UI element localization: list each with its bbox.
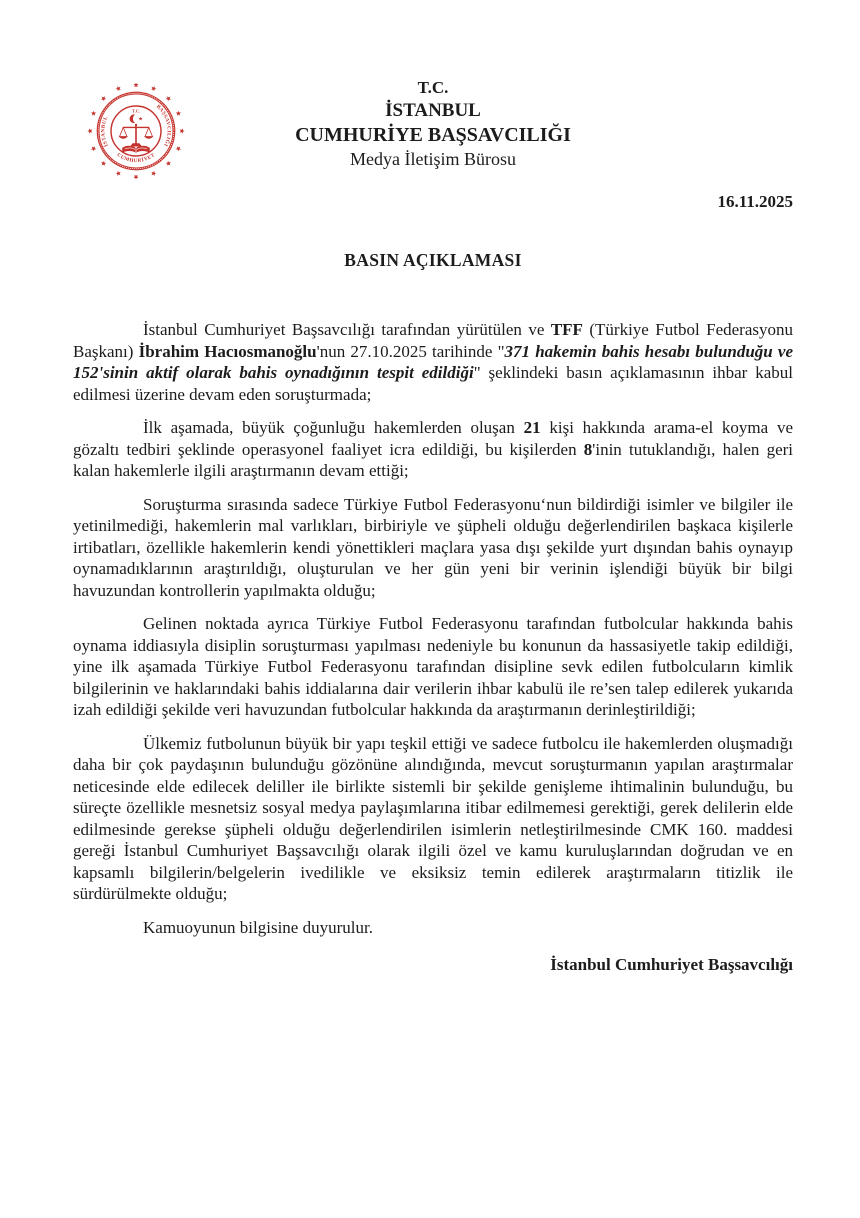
signature: İstanbul Cumhuriyet Başsavcılığı — [550, 955, 793, 974]
svg-text:İSTANBUL — [100, 115, 109, 148]
prosecutor-office-seal-icon — [85, 80, 187, 182]
paragraph-footballers: Gelinen noktada ayrıca Türkiye Futbol Federasyonu tarafından futbolcular hakkında bahis oynama iddiasıyla disiplin soruşturması yapılması nedeniyle bu konunun da hassasiyetle takip edildiği, yine ilk aşamada Türkiye Futbol Federasyonu tarafından disipline sevk edilen futbolcuların kimlik bilgilerinin ve haklarındaki bahis iddialarına dair verilerin ihbar kabulü ile re’sen talep edilerek yukarıda izah edildiği şekilde veri havuzundan futbolcular hakkında da araştırmanın derinleştirildiği; — [73, 614, 793, 719]
document-title: BASIN AÇIKLAMASI — [344, 250, 522, 270]
seal-ring-text-bottom: CUMHURİYET — [115, 152, 157, 165]
paragraph-first-phase: İlk aşamada, büyük çoğunluğu hakemlerden oluşan 21 kişi hakkında arama-el koyma ve gözaltı tedbiri şeklinde operasyonel faaliyet icra edildiği, bu kişilerden 8'inin tutuklandığı, halen geri kalan hakemlerle ilgili araştırmanın devam ettiği; — [73, 418, 794, 480]
paragraph-expansion: Ülkemiz futbolunun büyük bir yapı teşkil ettiği ve sadece futbolcu ile hakemlerden oluşmadığı daha bir çok paydaşının bulunduğu gözönüne alındığında, mevcut soruşturmanın yapılan araştırmalar neticesinde elde edilecek deliller ile birlikte sistemli bir şekilde genişleme ihtimalinin bulunduğu, bu süreçte özellikle mesnetsiz sosyal medya paylaşımlarına itibar edilmemesi gerektiği, gerek delilerin elde edilmesinde gerekse şüpheli olduğu değerlendirilen isimlerin netleştirilmesinde CMK 160. maddesi gereği İstanbul Cumhuriyet Başsavcılığı olarak ilgili özel ve kamu kuruluşlarından doğrudan ve en kapsamlı bilgilerin/belgelerin ivedilikle ve eksiksiz temin edilerek araştırmaların titizlik ile sürdürülmekte olduğu; — [73, 733, 793, 903]
letterhead-office: CUMHURİYE BAŞSAVCILIĞI — [295, 124, 571, 146]
seal-ring-text-left: İSTANBUL — [100, 115, 110, 148]
paragraph-investigation-scope: Soruşturma sırasında sadece Türkiye Futbol Federasyonu‘nun bildirdiği isimler ve bilgiler ile yetinilmediği, hakemlerin mal varlıkları, birbiriyle ve şüpheli olduğu değerlendirilen başkaca kişilerle irtibatları, özellikle hakemlerin kendi yönettikleri maçlara yasa dışı şekilde yurt dışından bahis oynayıp oynamadıklarının araştırıldığı, oluşturulan ve her gün yeni bir verinin işlendiği büyük bir bilgi havuzundan kontrollerin yapılmakta olduğu; — [73, 494, 793, 600]
svg-text:BAŞSAVCILIĞI — [155, 104, 172, 148]
seal-tc-text: T.C. — [132, 108, 140, 114]
scales-of-justice-icon — [118, 124, 153, 147]
seal-inner-emblem — [118, 109, 153, 153]
document-body — [73, 319, 793, 975]
letterhead-city: İSTANBUL — [385, 100, 481, 121]
svg-text:CUMHURİYET — [116, 152, 157, 164]
document-date: 16.11.2025 — [717, 192, 793, 211]
paragraph-intro: İstanbul Cumhuriyet Başsavcılığı tarafından yürütülen ve TFF (Türkiye Futbol Federasyonu Başkanı) İbrahim Hacıosmanoğlu'nun 27.10.2025 tarihinde "371 hakemin bahis hesabı bulunduğu ve 152'sinin aktif olarak bahis oynadığının tespit edildiği" şeklindeki basın açıklamasının ihbar kabul edilmesi üzerine devam eden soruşturmada; — [73, 320, 794, 404]
letterhead-republic: T.C. — [417, 78, 449, 97]
letterhead-bureau: Medya İletişim Bürosu — [350, 149, 516, 169]
seal-ring-text-right: BAŞSAVCILIĞI — [154, 103, 172, 148]
open-book-icon — [122, 146, 150, 153]
crescent-star-icon — [139, 117, 143, 121]
crescent-icon — [130, 114, 135, 123]
closing-line: Kamuoyunun bilgisine duyurulur. — [143, 917, 373, 937]
